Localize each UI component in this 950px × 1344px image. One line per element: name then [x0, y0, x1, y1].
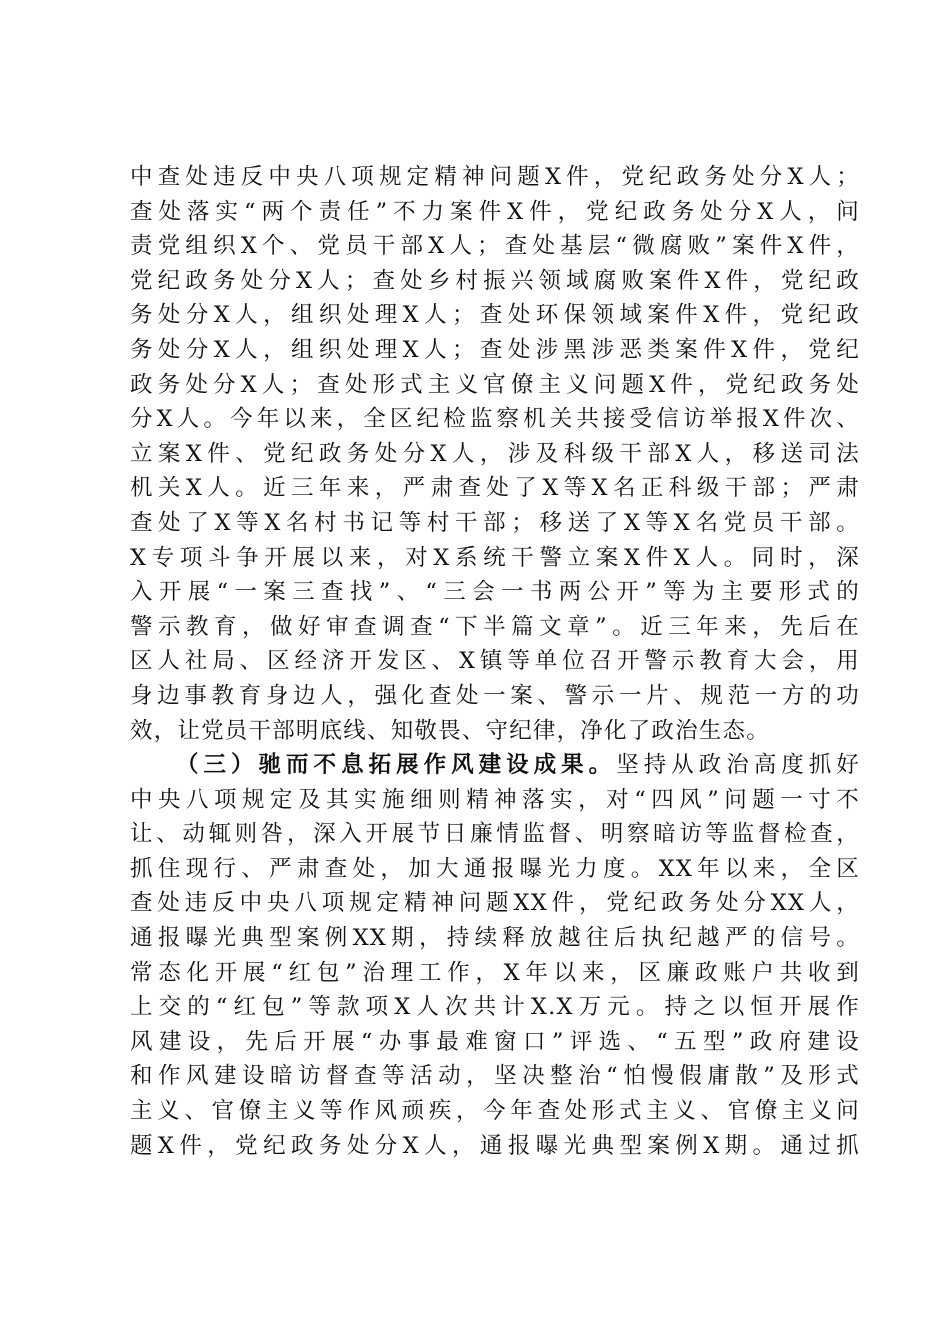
paragraph-line: 党纪政务处分X人；查处乡村振兴领域腐败案件X件，党纪政 [130, 267, 860, 294]
section-first-line [130, 748, 860, 783]
section-heading: （三）驰而不息拓展作风建设成果。 [176, 752, 617, 779]
paragraph-line: 中查处违反中央八项规定精神问题X件，党纪政务处分X人； [130, 164, 860, 190]
document-body [130, 160, 860, 1163]
section-line: 主义、官僚主义等作风顽疾，今年查处形式主义、官僚主义问 [130, 1098, 860, 1125]
paragraph-line: 效，让党员干部明底线、知敬畏、守纪律，净化了政治生态。 [130, 717, 770, 744]
section-line: 通报曝光典型案例XX期，持续释放越往后执纪越严的信号。 [130, 925, 860, 952]
paragraph-line: 务处分X人，组织处理X人；查处环保领域案件X件，党纪政 [130, 302, 860, 329]
paragraph-line: 机关X人。近三年来，严肃查处了X等X名正科级干部；严肃 [130, 475, 860, 502]
section-line: 题X件，党纪政务处分X人，通报曝光典型案例X期。通过抓 [130, 1132, 860, 1159]
section-line: 常态化开展“红包”治理工作，X年以来，区廉政账户共收到 [130, 959, 860, 986]
section-line: 和作风建设暗访督查等活动，坚决整治“怕慢假庸散”及形式 [130, 1063, 860, 1090]
section-line: 抓住现行、严肃查处，加大通报曝光力度。XX年以来，全区 [130, 855, 860, 882]
section-line: 让、动辄则咎，深入开展节日廉情监督、明察暗访等监督检查， [130, 821, 860, 848]
section-first-line-text: 坚持从政治高度抓好 [616, 752, 860, 779]
paragraph-line: 务处分X人，组织处理X人；查处涉黑涉恶类案件X件，党纪 [130, 336, 860, 363]
section-line: 查处违反中央八项规定精神问题XX件，党纪政务处分XX人， [130, 890, 860, 917]
paragraph-line: 责党组织X个、党员干部X人；查处基层“微腐败”案件X件， [130, 233, 860, 260]
section-line: 上交的“红包”等款项X人次共计X.X万元。持之以恒开展作 [130, 994, 860, 1021]
section-line: 风建设，先后开展“办事最难窗口”评选、“五型”政府建设 [130, 1028, 860, 1055]
paragraph-line: 政务处分X人；查处形式主义官僚主义问题X件，党纪政务处 [130, 371, 860, 398]
paragraph-line: 分X人。今年以来，全区纪检监察机关共接受信访举报X件次、 [130, 406, 860, 433]
section-line: 中央八项规定及其实施细则精神落实，对“四风”问题一寸不 [130, 786, 860, 813]
paragraph-line: 区人社局、区经济开发区、X镇等单位召开警示教育大会，用 [130, 648, 860, 675]
paragraph-line: 查处了X等X名村书记等村干部；移送了X等X名党员干部。 [130, 509, 860, 536]
paragraph-line: 立案X件、党纪政务处分X人，涉及科级干部X人，移送司法 [130, 440, 860, 467]
paragraph-line: X专项斗争开展以来，对X系统干警立案X件X人。同时，深 [130, 544, 860, 571]
paragraph-line: 身边事教育身边人，强化查处一案、警示一片、规范一方的功 [130, 682, 860, 709]
paragraph-line: 入开展“一案三查找”、“三会一书两公开”等为主要形式的 [130, 579, 860, 606]
paragraph-line: 警示教育，做好审查调查“下半篇文章”。近三年来，先后在 [130, 613, 860, 640]
paragraph-line: 查处落实“两个责任”不力案件X件，党纪政务处分X人，问 [130, 198, 860, 225]
